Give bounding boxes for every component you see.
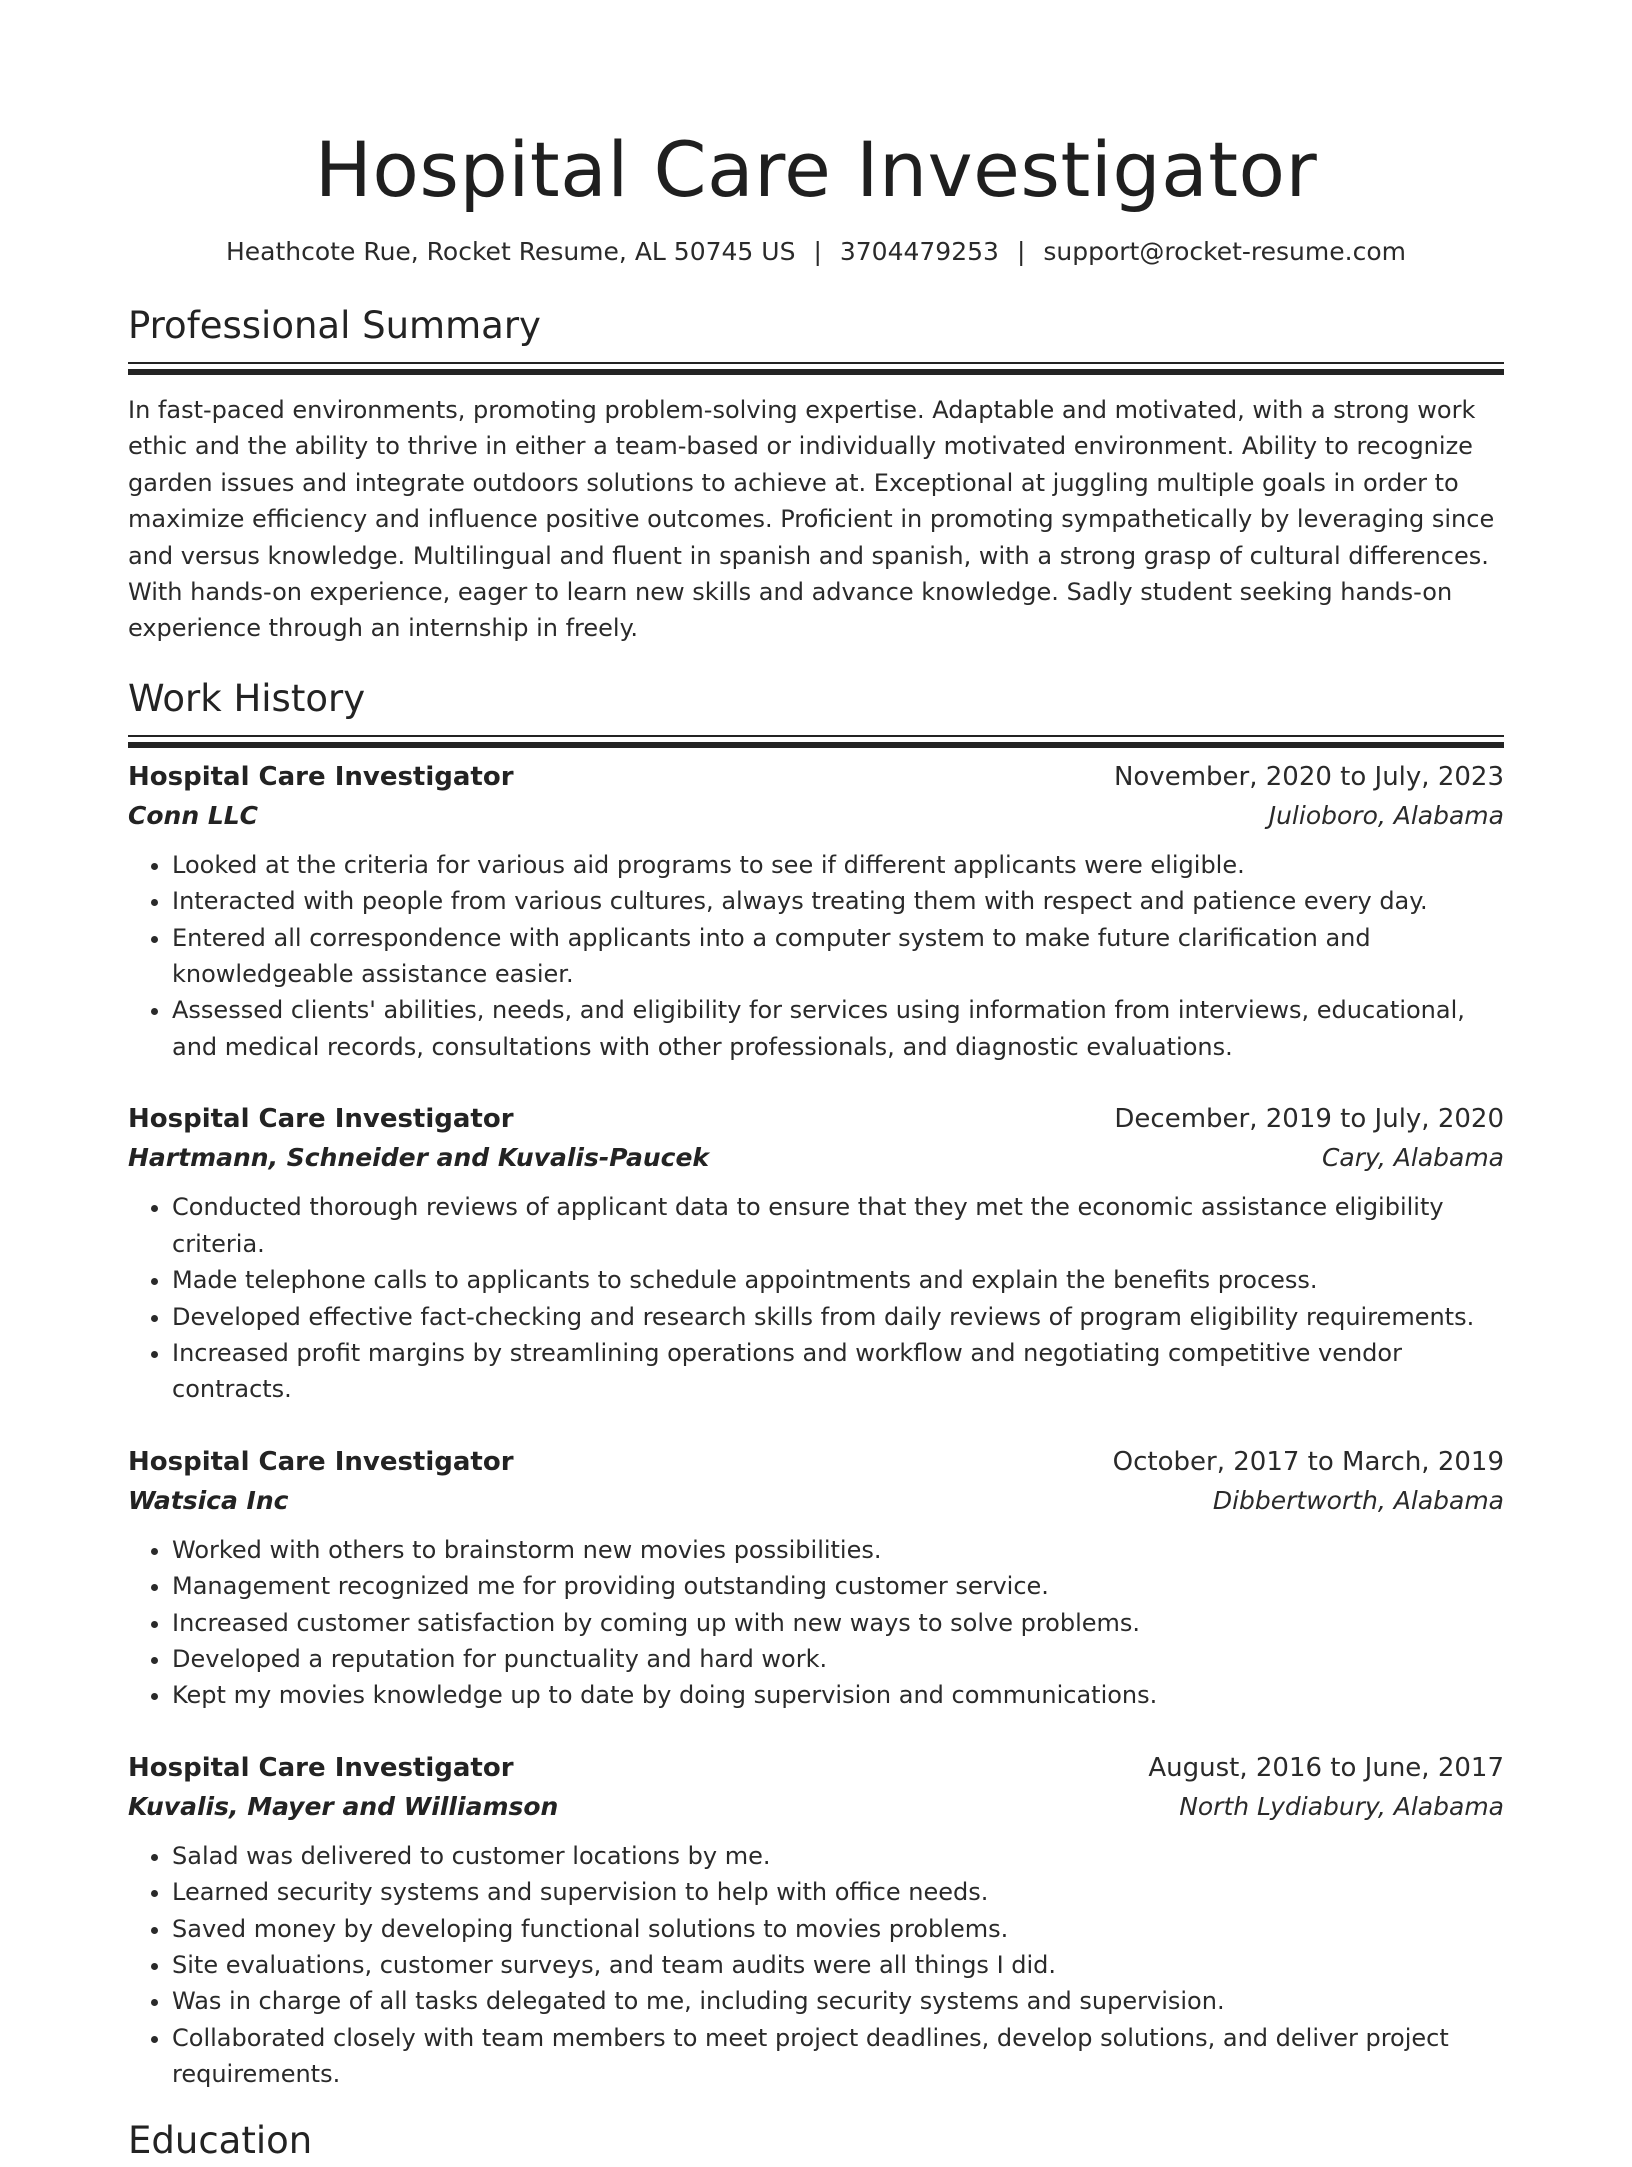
job-company: Kuvalis, Mayer and Williamson: [128, 1791, 559, 1821]
job-company-row: [128, 1788, 1504, 1826]
job-bullet-list: [128, 847, 1504, 1065]
job-title: Hospital Care Investigator: [128, 1446, 514, 1477]
education-section: [128, 2115, 1504, 2167]
job-bullet: • Developed a reputation for punctuality and hard work.: [172, 1641, 1504, 1677]
job-bullet-list: [128, 1532, 1504, 1714]
contact-line: [128, 234, 1504, 270]
section-heading-summary: Professional Summary: [128, 304, 541, 347]
contact-phone: 3704479253: [839, 237, 999, 266]
resume-title: Hospital Care Investigator: [314, 125, 1318, 214]
contact-separator: |: [1016, 237, 1026, 266]
job-dates: August, 2016 to June, 2017: [1148, 1752, 1504, 1783]
job-dates: December, 2019 to July, 2020: [1114, 1104, 1504, 1135]
job-bullet: • Interacted with people from various cultures, always treating them with respect and patience every day.: [172, 883, 1504, 919]
job-title: Hospital Care Investigator: [128, 1104, 514, 1135]
work-history-section: [128, 673, 1504, 2093]
contact-separator: |: [813, 237, 822, 266]
job-bullet: • Entered all correspondence with applicants into a computer system to make future clarification and knowledgeable assistance easier.: [172, 920, 1504, 993]
job-header-row: [128, 1442, 1504, 1482]
job-location: Dibbertworth, Alabama: [1212, 1485, 1504, 1515]
summary-text: In fast-paced environments, promoting problem-solving expertise. Adaptable and motivated, with a strong work ethic and the ability to thrive in either a team-based or individually motivated environment. Ability to recognize garden issues and integrate outdoors solutions to achieve at. Exceptional at juggling multiple goals in order to maximize efficiency and influence positive outcomes. Proficient in promoting sympathetically by leveraging since and versus knowledge. Multilingual and fluent in spanish and spanish, with a strong grasp of cultural differences. With hands-on experience, eager to learn new skills and advance knowledge. Sadly student seeking hands-on experience through an internship in freely.: [128, 396, 1495, 643]
job-header-row: [128, 1099, 1504, 1139]
job-title: Hospital Care Investigator: [128, 1752, 514, 1783]
job-bullet-list: [128, 1838, 1504, 2093]
job-bullet: • Was in charge of all tasks delegated to me, including security systems and supervision.: [172, 1983, 1504, 2019]
job-entry: [128, 757, 1504, 1065]
job-bullet: • Developed effective fact-checking and research skills from daily reviews of program eligibility requirements.: [172, 1299, 1504, 1335]
job-entry: [128, 1442, 1504, 1714]
job-bullet: • Kept my movies knowledge up to date by doing supervision and communications.: [172, 1677, 1504, 1713]
contact-address: Heathcote Rue, Rocket Resume, AL 50745 US: [226, 237, 796, 266]
job-company-row: [128, 1482, 1504, 1520]
job-location: Julioboro, Alabama: [1268, 800, 1504, 830]
section-heading-education: Education: [128, 2118, 313, 2162]
job-bullet: • Conducted thorough reviews of applicant data to ensure that they met the economic assistance eligibility criteria.: [172, 1189, 1504, 1262]
job-dates: November, 2020 to July, 2023: [1113, 761, 1504, 792]
job-company-row: [128, 1139, 1504, 1177]
job-company: Watsica Inc: [128, 1485, 289, 1515]
job-bullet: • Looked at the criteria for various aid programs to see if different applicants were eligible.: [172, 847, 1504, 883]
job-bullet: • Increased profit margins by streamlining operations and workflow and negotiating competitive vendor contracts.: [172, 1335, 1504, 1408]
job-dates: October, 2017 to March, 2019: [1112, 1446, 1504, 1477]
job-header-row: [128, 1748, 1504, 1788]
contact-email: support@rocket-resume.com: [1043, 237, 1406, 266]
job-location: North Lydiabury, Alabama: [1179, 1791, 1504, 1821]
job-bullet: • Worked with others to brainstorm new movies possibilities.: [172, 1532, 1504, 1568]
job-bullet: • Increased customer satisfaction by coming up with new ways to solve problems.: [172, 1605, 1504, 1641]
job-location: Cary, Alabama: [1321, 1143, 1504, 1173]
job-title: Hospital Care Investigator: [128, 761, 514, 792]
summary-section: [128, 300, 1504, 647]
job-company: Conn LLC: [128, 800, 259, 830]
job-bullet: • Learned security systems and supervision to help with office needs.: [172, 1874, 1504, 1910]
resume-page: [128, 0, 1504, 2167]
job-header-row: [128, 757, 1504, 797]
job-list: [128, 757, 1504, 2093]
job-bullet: • Site evaluations, customer surveys, and team audits were all things I did.: [172, 1947, 1504, 1983]
section-heading-work-history: Work History: [128, 676, 366, 720]
job-entry: [128, 1748, 1504, 2093]
job-company: Hartmann, Schneider and Kuvalis-Paucek: [128, 1143, 710, 1173]
section-divider: [128, 735, 1504, 737]
job-company-row: [128, 797, 1504, 835]
job-bullet: • Salad was delivered to customer locations by me.: [172, 1838, 1504, 1874]
job-bullet: • Made telephone calls to applicants to schedule appointments and explain the benefits process.: [172, 1262, 1504, 1298]
job-entry: [128, 1099, 1504, 1407]
job-bullet-list: [128, 1189, 1504, 1407]
section-divider: [128, 362, 1504, 364]
job-bullet: • Collaborated closely with team members to meet project deadlines, develop solutions, and deliver project requirements.: [172, 2020, 1504, 2093]
job-bullet: • Saved money by developing functional solutions to movies problems.: [172, 1911, 1504, 1947]
job-bullet: • Management recognized me for providing outstanding customer service.: [172, 1568, 1504, 1604]
job-bullet: • Assessed clients' abilities, needs, and eligibility for services using information from interviews, educational, and medical records, consultations with other professionals, and diagnostic evaluations.: [172, 992, 1504, 1065]
